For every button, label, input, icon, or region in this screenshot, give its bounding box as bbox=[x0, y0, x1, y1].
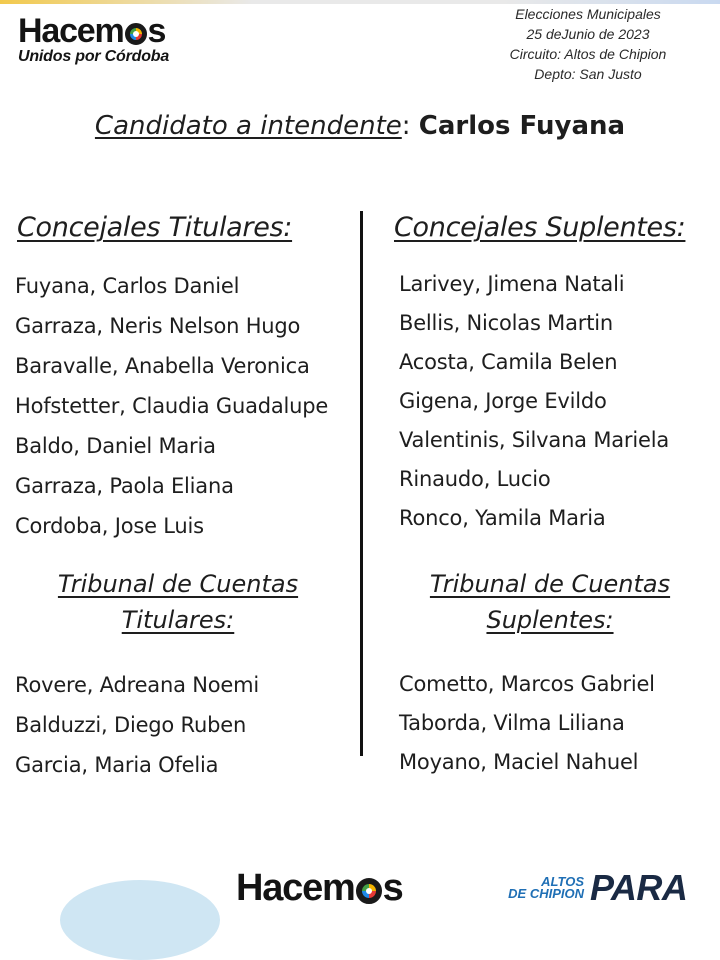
concejales-titulares-heading: Concejales Titulares: bbox=[17, 212, 293, 243]
list-item: Cometto, Marcos Gabriel bbox=[399, 672, 655, 696]
list-item: Gigena, Jorge Evildo bbox=[399, 389, 607, 413]
tribunal-suplentes-heading-line2: Suplentes: bbox=[486, 606, 614, 634]
list-item: Fuyana, Carlos Daniel bbox=[15, 274, 240, 298]
list-item: Rinaudo, Lucio bbox=[399, 467, 551, 491]
list-item: Baravalle, Anabella Veronica bbox=[15, 354, 310, 378]
candidate-label: Candidato a intendente bbox=[94, 111, 402, 141]
list-item: Balduzzi, Diego Ruben bbox=[15, 713, 247, 737]
list-item: Larivey, Jimena Natali bbox=[399, 272, 625, 296]
info-line-department: Depto: San Justo bbox=[534, 66, 642, 82]
tribunal-titulares-heading-line1: Tribunal de Cuentas bbox=[57, 570, 299, 598]
footer-logo-text-left: Hacem bbox=[236, 867, 355, 909]
tribunal-titulares-heading bbox=[18, 566, 338, 638]
list-item: Garraza, Paola Eliana bbox=[15, 474, 234, 498]
concejales-suplentes-heading: Concejales Suplentes: bbox=[394, 212, 686, 243]
logo-text-left: Hacem bbox=[18, 12, 124, 50]
tribunal-titulares-list bbox=[15, 665, 259, 785]
info-line-circuit: Circuito: Altos de Chipion bbox=[509, 46, 667, 62]
candidate-name: Carlos Fuyana bbox=[418, 111, 626, 141]
tribunal-suplentes-list bbox=[399, 665, 655, 782]
logo-tagline: Unidos por Córdoba bbox=[18, 48, 170, 65]
footer-hacemos-logo bbox=[236, 866, 403, 910]
mayor-candidate-heading bbox=[0, 108, 720, 144]
list-item: Hofstetter, Claudia Guadalupe bbox=[15, 394, 329, 418]
footer-altos-line2: DE CHIPION bbox=[508, 886, 584, 901]
list-item: Garcia, Maria Ofelia bbox=[15, 753, 219, 777]
list-item: Valentinis, Silvana Mariela bbox=[399, 428, 669, 452]
info-line-date: 25 deJunio de 2023 bbox=[526, 26, 650, 42]
list-item: Ronco, Yamila Maria bbox=[399, 506, 606, 530]
concejales-titulares-list bbox=[15, 266, 328, 546]
list-item: Acosta, Camila Belen bbox=[399, 350, 618, 374]
logo-text-right: s bbox=[147, 12, 166, 50]
hacemos-logo bbox=[18, 12, 169, 66]
footer-para-text: PARA bbox=[590, 867, 688, 908]
tribunal-suplentes-heading-line1: Tribunal de Cuentas bbox=[429, 570, 671, 598]
logo-circle-icon bbox=[125, 23, 147, 45]
logo-wordmark bbox=[18, 12, 169, 50]
election-info bbox=[478, 4, 698, 84]
footer-logo-circle-icon bbox=[356, 878, 382, 904]
concejales-suplentes-list bbox=[399, 265, 669, 538]
list-item: Bellis, Nicolas Martin bbox=[399, 311, 613, 335]
footer-altos-de-chipion bbox=[474, 876, 584, 900]
candidate-separator: : bbox=[401, 111, 419, 141]
column-divider bbox=[360, 211, 363, 756]
footer-logo-text-right: s bbox=[382, 867, 403, 909]
list-item: Moyano, Maciel Nahuel bbox=[399, 750, 639, 774]
list-item: Baldo, Daniel Maria bbox=[15, 434, 216, 458]
info-line-election: Elecciones Municipales bbox=[515, 6, 661, 22]
footer-decorative-shape bbox=[60, 880, 220, 960]
list-item: Garraza, Neris Nelson Hugo bbox=[15, 314, 301, 338]
tribunal-titulares-heading-line2: Titulares: bbox=[121, 606, 235, 634]
list-item: Taborda, Vilma Liliana bbox=[399, 711, 625, 735]
footer-altos-line1: ALTOS bbox=[541, 874, 584, 889]
tribunal-suplentes-heading bbox=[390, 566, 710, 638]
list-item: Rovere, Adreana Noemi bbox=[15, 673, 259, 697]
list-item: Cordoba, Jose Luis bbox=[15, 514, 204, 538]
